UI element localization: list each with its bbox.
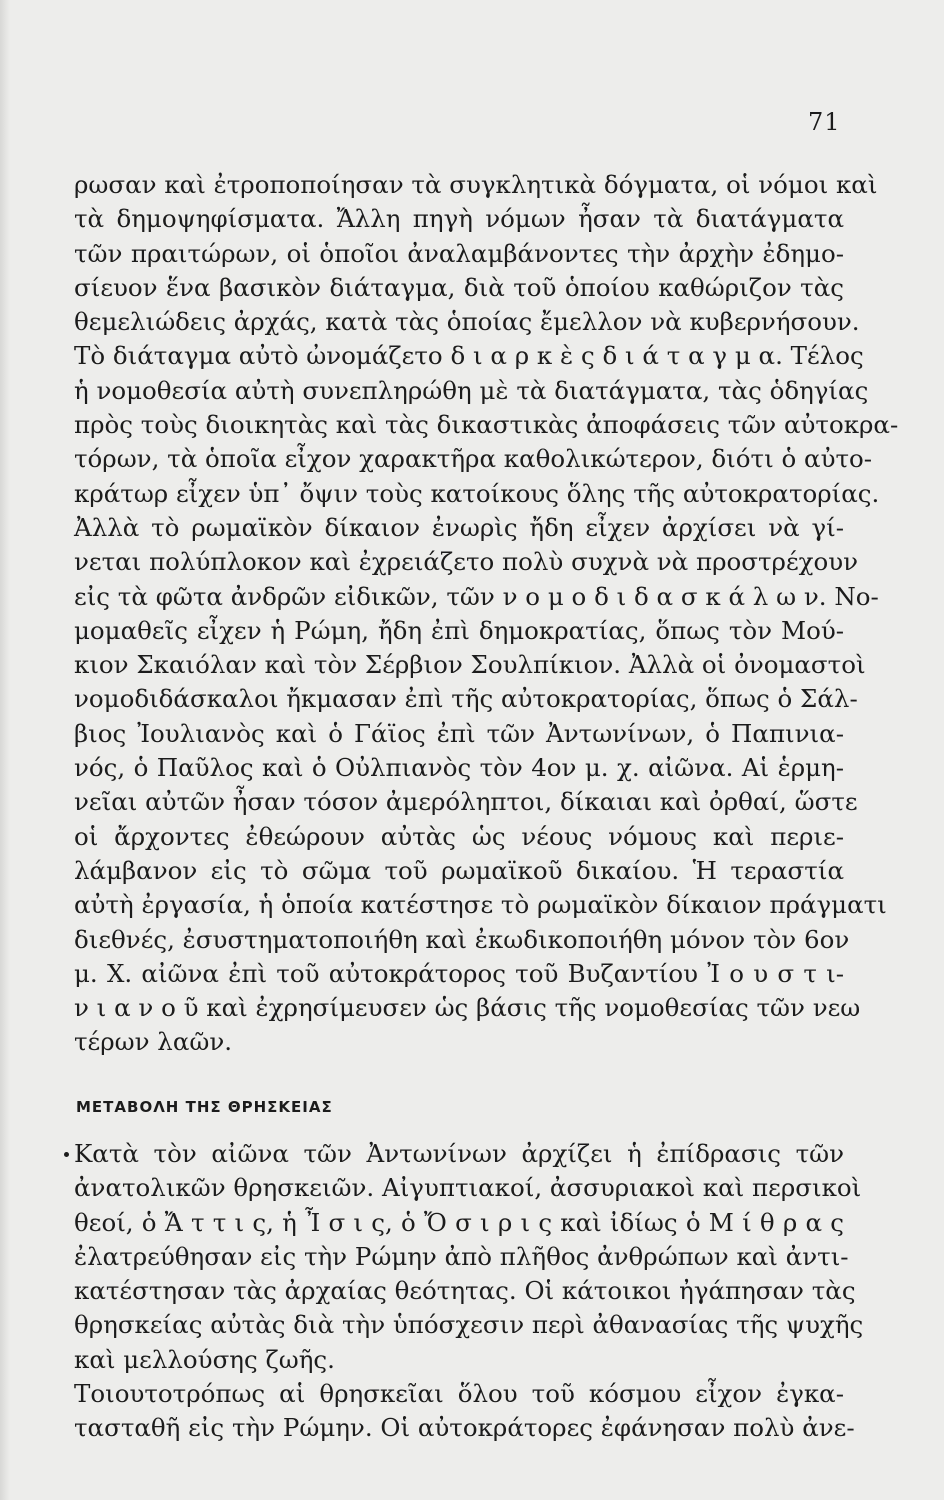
- main-paragraphs: [74, 168, 899, 1060]
- section-heading: ΜΕΤΑΒΟΛΗ ΤΗΣ ΘΡΗΣΚΕΙΑΣ: [76, 1098, 333, 1116]
- text-line: θεοί, ὁ Ἄ τ τ ι ς, ἡ Ἶ σ ι ς, ὁ Ὄ σ ι ρ ι ς καὶ ἰδίως ὁ Μ ί θ ρ α ς: [74, 1207, 844, 1237]
- text-line: τὰ δημοψηφίσματα. Ἄλλη πηγὴ νόμων ἦσαν τὰ διατάγματα: [74, 204, 844, 234]
- text-line: κιον Σκαιόλαν καὶ τὸν Σέρβιον Σουλπίκιον. Ἀλλὰ οἱ ὀνομαστοὶ: [74, 650, 866, 680]
- page-number: 71: [808, 108, 841, 136]
- text-line: ἐλατρεύθησαν εἰς τὴν Ρώμην ἀπὸ πλῆθος ἀνθρώπων καὶ ἀντι-: [74, 1241, 849, 1271]
- text-line: θρησκείας αὐτὰς διὰ τὴν ὑπόσχεσιν περὶ ἀθανασίας τῆς ψυχῆς: [74, 1310, 864, 1340]
- text-line: οἱ ἄρχοντες ἐθεώρουν αὐτὰς ὡς νέους νόμους καὶ περιε-: [74, 821, 844, 851]
- margin-dot: [64, 1152, 69, 1157]
- page-edge: [0, 0, 10, 1500]
- text-line: τέρων λαῶν.: [74, 1027, 233, 1057]
- text-line: Ἀλλὰ τὸ ρωμαϊκὸν δίκαιον ἐνωρὶς ἤδη εἶχεν ἀρχίσει νὰ γί-: [74, 512, 844, 542]
- text-line: κατέστησαν τὰς ἀρχαίας θεότητας. Οἱ κάτοικοι ἠγάπησαν τὰς: [74, 1276, 856, 1306]
- text-line: πρὸς τοὺς διοικητὰς καὶ τὰς δικαστικὰς ἀποφάσεις τῶν αὐτοκρα-: [74, 410, 899, 440]
- text-line: λάμβανον εἰς τὸ σῶμα τοῦ ρωμαϊκοῦ δικαίου. Ἡ τεραστία: [74, 855, 844, 885]
- text-line: μ. Χ. αἰῶνα ἐπὶ τοῦ αὐτοκράτορος τοῦ Βυζαντίου Ἰ ο υ σ τ ι-: [74, 958, 844, 988]
- text-line: καὶ μελλούσης ζωῆς.: [74, 1344, 335, 1374]
- text-line: θεμελιώδεις ἀρχάς, κατὰ τὰς ὁποίας ἔμελλον νὰ κυβερνήσουν.: [74, 307, 860, 337]
- text-line: ν ι α ν ο ῦ καὶ ἐχρησίμευσεν ὡς βάσις τῆς νομοθεσίας τῶν νεω: [74, 993, 861, 1023]
- text-line: ἡ νομοθεσία αὐτὴ συνεπληρώθη μὲ τὰ διατάγματα, τὰς ὁδηγίας: [74, 375, 869, 405]
- section-paragraphs: [74, 1137, 864, 1446]
- text-line: ρωσαν καὶ ἐτροποποίησαν τὰ συγκλητικὰ δόγματα, οἱ νόμοι καὶ: [74, 170, 878, 199]
- text-line: μομαθεῖς εἶχεν ἡ Ρώμη, ἤδη ἐπὶ δημοκρατίας, ὅπως τὸν Μού-: [74, 615, 844, 645]
- text-line: ἀνατολικῶν θρησκειῶν. Αἰγυπτιακοί, ἀσσυριακοὶ καὶ περσικοὶ: [74, 1173, 862, 1203]
- text-line: διεθνές, ἐσυστηματοποιήθη καὶ ἐκωδικοποιήθη μόνον τὸν 6ον: [74, 924, 850, 954]
- text-line: τῶν πραιτώρων, οἱ ὁποῖοι ἀναλαμβάνοντες τὴν ἀρχὴν ἐδημο-: [74, 238, 844, 268]
- text-line: αὐτὴ ἐργασία, ἡ ὁποία κατέστησε τὸ ρωμαϊκὸν δίκαιον πράγματι: [74, 890, 887, 920]
- text-line: νομοδιδάσκαλοι ἤκμασαν ἐπὶ τῆς αὐτοκρατορίας, ὅπως ὁ Σάλ-: [74, 684, 858, 714]
- text-line: Κατὰ τὸν αἰῶνα τῶν Ἀντωνίνων ἀρχίζει ἡ ἐπίδρασις τῶν: [74, 1139, 844, 1168]
- text-line: Τοιουτοτρόπως αἱ θρησκεῖαι ὅλου τοῦ κόσμου εἶχον ἐγκα-: [74, 1379, 844, 1409]
- text-line: νεται πολύπλοκον καὶ ἐχρειάζετο πολὺ συχνὰ νὰ προστρέχουν: [74, 547, 859, 577]
- text-line: Τὸ διάταγμα αὐτὸ ὠνομάζετο δ ι α ρ κ ὲ ς δ ι ά τ α γ μ α. Τέλος: [74, 341, 864, 371]
- text-line: νεῖαι αὐτῶν ἦσαν τόσον ἀμερόληπτοι, δίκαιαι καὶ ὀρθαί, ὥστε: [74, 787, 858, 817]
- text-line: τόρων, τὰ ὁποῖα εἶχον χαρακτῆρα καθολικώτερον, διότι ὁ αὐτο-: [74, 444, 873, 474]
- text-line: εἰς τὰ φῶτα ἀνδρῶν εἰδικῶν, τῶν ν ο μ ο δ ι δ α σ κ ά λ ω ν. Νο-: [74, 581, 879, 611]
- text-line: βιος Ἰουλιανὸς καὶ ὁ Γάϊος ἐπὶ τῶν Ἀντωνίνων, ὁ Παπινια-: [74, 718, 844, 748]
- text-line: νός, ὁ Παῦλος καὶ ὁ Οὐλπιανὸς τὸν 4ον μ. χ. αἰῶνα. Αἱ ἑρμη-: [74, 753, 844, 783]
- text-line: τασταθῆ εἰς τὴν Ρώμην. Οἱ αὐτοκράτορες ἐφάνησαν πολὺ ἀνε-: [74, 1413, 855, 1443]
- text-line: κράτωρ εἶχεν ὑπ᾿ ὄψιν τοὺς κατοίκους ὅλης τῆς αὐτοκρατορίας.: [74, 478, 880, 508]
- text-line: σίευον ἕνα βασικὸν διάταγμα, διὰ τοῦ ὁποίου καθώριζον τὰς: [74, 272, 844, 302]
